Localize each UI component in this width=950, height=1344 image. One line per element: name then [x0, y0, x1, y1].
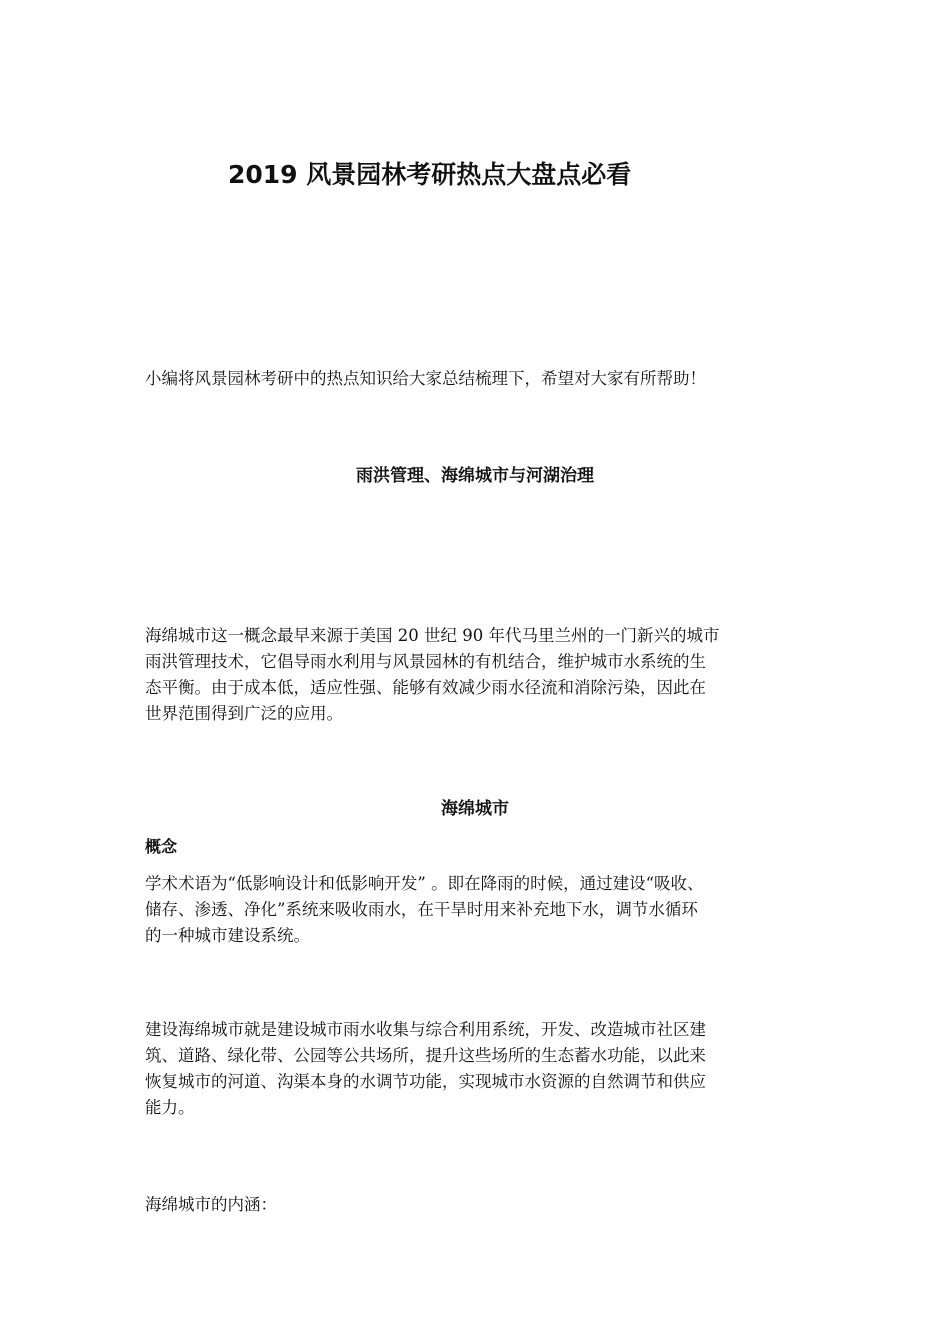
section-heading: 雨洪管理、海绵城市与河湖治理 — [356, 466, 594, 486]
paragraph-sponge-origin — [145, 623, 825, 727]
concept-label: 概念 — [145, 837, 178, 856]
paragraph-line: 恢复城市的河道、沟渠本身的水调节功能，实现城市水资源的自然调节和供应 — [145, 1072, 706, 1091]
paragraph-concept — [145, 871, 825, 949]
paragraph-line: 的一种城市建设系统。 — [145, 926, 310, 945]
paragraph-line: 储存、渗透、净化”系统来吸收雨水，在干旱时用来补充地下水，调节水循环 — [145, 900, 698, 919]
document-title: 2019 风景园林考研热点大盘点必看 — [228, 160, 632, 189]
paragraph-line: 雨洪管理技术，它倡导雨水利用与风景园林的有机结合，维护城市水系统的生 — [145, 652, 706, 671]
paragraph-line: 态平衡。由于成本低，适应性强、能够有效减少雨水径流和消除污染，因此在 — [145, 678, 706, 697]
connotation-label: 海绵城市的内涵： — [145, 1195, 277, 1214]
paragraph-line: 建设海绵城市就是建设城市雨水收集与综合利用系统，开发、改造城市社区建 — [145, 1020, 706, 1039]
intro-paragraph: 小编将风景园林考研中的热点知识给大家总结梳理下，希望对大家有所帮助！ — [145, 369, 706, 388]
paragraph-line: 海绵城市这一概念最早来源于美国 20 世纪 90 年代马里兰州的一门新兴的城市 — [145, 626, 720, 645]
subheading-sponge-city: 海绵城市 — [441, 799, 509, 819]
paragraph-line: 世界范围得到广泛的应用。 — [145, 704, 343, 723]
paragraph-line: 筑、道路、绿化带、公园等公共场所，提升这些场所的生态蓄水功能，以此来 — [145, 1046, 706, 1065]
paragraph-construction — [145, 1017, 825, 1121]
paragraph-line: 学术术语为“低影响设计和低影响开发” 。即在降雨的时候，通过建设“吸收、 — [145, 874, 704, 893]
paragraph-line: 能力。 — [145, 1098, 195, 1117]
